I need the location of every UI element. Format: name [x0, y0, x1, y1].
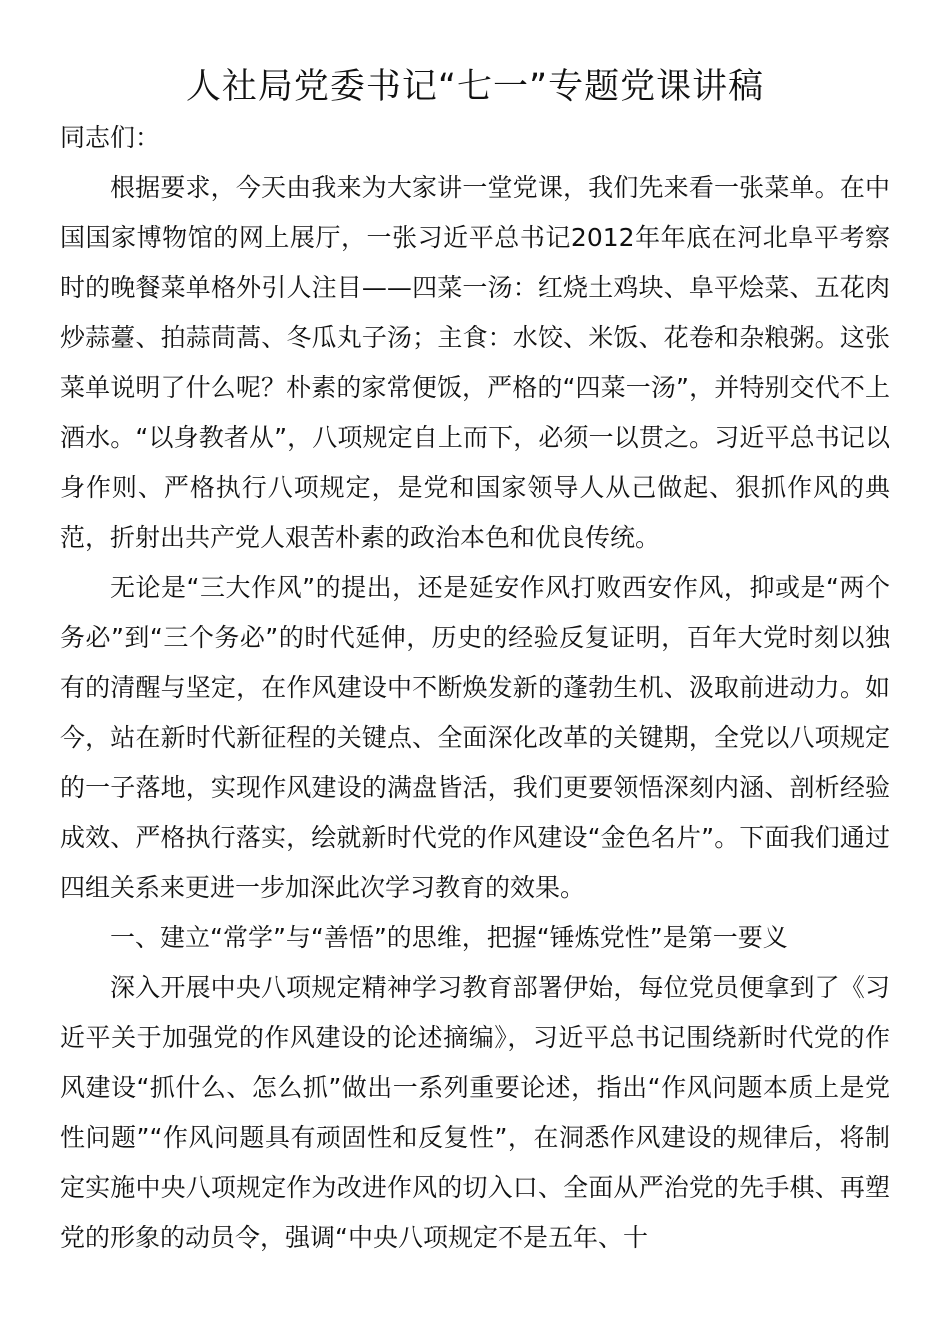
paragraph-work-style-history: 无论是“三大作风”的提出，还是延安作风打败西安作风，抑或是“两个务必”到“三个务必”的时代延伸，历史的经验反复证明，百年大党时刻以独有的清醒与坚定，在作风建设中不断焕发新的蓬勃生机、汲取前进动力。如今，站在新时代新征程的关键点、全面深化改革的关键期，全党以八项规定的一子落地，实现作风建设的满盘皆活，我们更要领悟深刻内涵、剖析经验成效、严格执行落实，绘就新时代党的作风建设“金色名片”。下面我们通过四组关系来更进一步加深此次学习教育的效果。 — [60, 573, 890, 902]
document-title: 人社局党委书记“七一”专题党课讲稿 — [185, 67, 765, 107]
greeting: 同志们： — [60, 123, 161, 152]
paragraph-menu-story: 根据要求，今天由我来为大家讲一堂党课，我们先来看一张菜单。在中国国家博物馆的网上展厅，一张习近平总书记2012年年底在河北阜平考察时的晚餐菜单格外引人注目——四菜一汤：红烧土鸡块、阜平烩菜、五花肉炒蒜薹、拍蒜茼蒿、冬瓜丸子汤；主食：水饺、米饭、花卷和杂粮粥。这张菜单说明了什么呢？朴素的家常便饭，严格的“四菜一汤”，并特别交代不上酒水。“以身教者从”，八项规定自上而下，必须一以贯之。习近平总书记以身作则、严格执行八项规定，是党和国家领导人从己做起、狠抓作风的典范，折射出共产党人艰苦朴素的政治本色和优良传统。 — [60, 173, 890, 552]
paragraph-study-education: 深入开展中央八项规定精神学习教育部署伊始，每位党员便拿到了《习近平关于加强党的作风建设的论述摘编》，习近平总书记围绕新时代党的作风建设“抓什么、怎么抓”做出一系列重要论述，指出“作风问题本质上是党性问题”“作风问题具有顽固性和反复性”，在洞悉作风建设的规律后，将制定实施中央八项规定作为改进作风的切入口、全面从严治党的先手棋、再塑党的形象的动员令，强调“中央八项规定不是五年、十 — [60, 973, 890, 1252]
document-body — [60, 163, 890, 1263]
section-heading-1: 一、建立“常学”与“善悟”的思维，把握“锤炼党性”是第一要义 — [110, 923, 788, 952]
